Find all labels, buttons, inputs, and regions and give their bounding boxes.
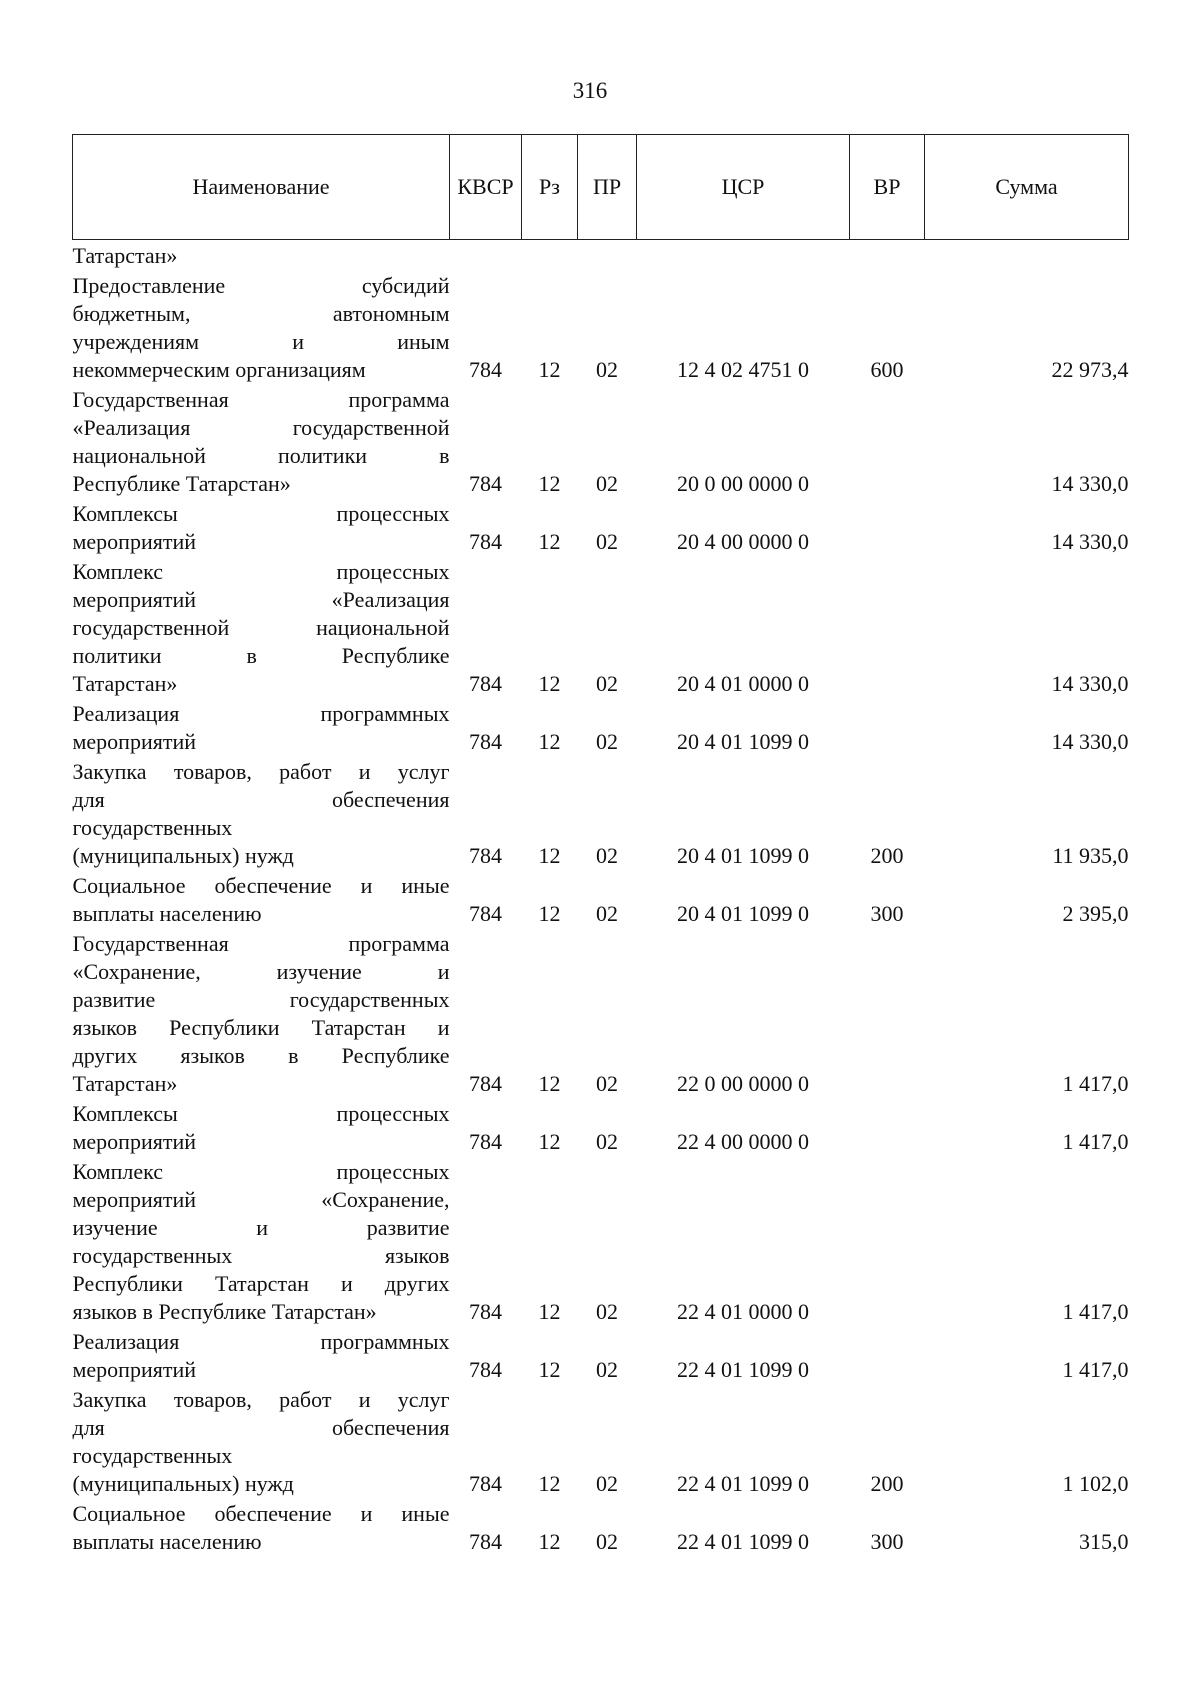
row-name <box>73 1326 450 1384</box>
row-name-line: (муниципальных) нужд <box>72 843 294 868</box>
row-name <box>73 1098 450 1156</box>
row-vr <box>850 1098 925 1156</box>
row-name <box>73 498 450 556</box>
row-kvsr: 784 <box>469 529 502 554</box>
row-csr: 22 4 00 0000 0 <box>677 1129 809 1154</box>
row-name <box>73 756 450 870</box>
row-pr: 02 <box>596 1471 618 1496</box>
row-name <box>73 556 450 698</box>
row-name-line: мероприятий «Реализация <box>72 587 450 612</box>
row-pr: 02 <box>596 843 618 868</box>
header-csr: ЦСР <box>637 135 850 240</box>
row-pr: 02 <box>596 1529 618 1554</box>
row-csr: 22 4 01 1099 0 <box>677 1357 809 1382</box>
row-name-line: Татарстан» <box>72 1071 178 1096</box>
row-vr: 200 <box>870 1471 904 1496</box>
row-name <box>73 270 450 384</box>
row-name-line: языков Республики Татарстан и <box>72 1015 450 1040</box>
row-sum: 1 102,0 <box>1062 1471 1129 1496</box>
row-vr <box>850 928 925 1098</box>
row-name-line: Республике Татарстан» <box>72 471 291 496</box>
row-name-line: Татарстан» <box>72 243 178 268</box>
row-pr: 02 <box>596 1357 618 1382</box>
row-csr: 22 4 01 1099 0 <box>677 1471 809 1496</box>
row-kvsr <box>450 240 522 271</box>
row-kvsr: 784 <box>469 471 502 496</box>
row-name <box>73 384 450 498</box>
row-pr: 02 <box>596 529 618 554</box>
row-sum: 1 417,0 <box>1062 1299 1129 1324</box>
row-csr: 20 4 01 1099 0 <box>677 901 809 926</box>
row-name-line: бюджетным, автономным <box>72 301 450 326</box>
row-sum: 1 417,0 <box>1062 1357 1129 1382</box>
row-name-line: выплаты населению <box>72 901 262 926</box>
page-number: 316 <box>572 78 608 103</box>
row-vr: 300 <box>870 1529 904 1554</box>
row-pr: 02 <box>596 901 618 926</box>
row-rz: 12 <box>538 1529 561 1554</box>
row-rz: 12 <box>538 529 561 554</box>
row-kvsr: 784 <box>469 357 502 382</box>
row-kvsr: 784 <box>469 1471 502 1496</box>
budget-table <box>72 134 1129 1556</box>
row-name-line: мероприятий <box>72 729 197 754</box>
row-name-line: Реализация программных <box>72 701 450 726</box>
row-name-line: развитие государственных <box>72 987 450 1012</box>
row-rz: 12 <box>538 471 561 496</box>
row-csr <box>637 240 850 271</box>
row-pr: 02 <box>596 671 618 696</box>
row-kvsr: 784 <box>469 1357 502 1382</box>
row-name-line: государственных <box>72 1443 233 1468</box>
row-rz: 12 <box>538 357 561 382</box>
header-name: Наименование <box>73 135 450 240</box>
table-row <box>73 556 1129 698</box>
row-name-line: для обеспечения <box>72 787 450 812</box>
row-pr: 02 <box>596 1129 618 1154</box>
header-sum: Сумма <box>925 135 1129 240</box>
row-name-line: Предоставление субсидий <box>72 273 450 298</box>
row-name <box>73 870 450 928</box>
row-name-line: Татарстан» <box>72 671 178 696</box>
row-name-line: «Сохранение, изучение и <box>72 959 450 984</box>
row-kvsr: 784 <box>469 1529 502 1554</box>
row-name-line: Закупка товаров, работ и услуг <box>72 1387 450 1412</box>
row-name <box>73 1156 450 1326</box>
row-name-line: Закупка товаров, работ и услуг <box>72 759 450 784</box>
row-pr: 02 <box>596 471 618 496</box>
table-row <box>73 384 1129 498</box>
row-kvsr: 784 <box>469 901 502 926</box>
row-sum: 2 395,0 <box>1062 901 1129 926</box>
row-vr <box>850 1156 925 1326</box>
table-header <box>73 135 1129 240</box>
row-name-line: «Реализация государственной <box>72 415 450 440</box>
row-name-line: изучение и развитие <box>72 1215 450 1240</box>
row-rz: 12 <box>538 1071 561 1096</box>
row-csr: 20 0 00 0000 0 <box>677 471 809 496</box>
row-name-line: государственных языков <box>72 1243 450 1268</box>
table-row <box>73 1498 1129 1556</box>
row-vr: 600 <box>870 357 904 382</box>
row-sum: 1 417,0 <box>1062 1129 1129 1154</box>
row-csr: 20 4 01 1099 0 <box>677 729 809 754</box>
row-sum: 14 330,0 <box>1051 471 1129 496</box>
row-csr: 22 4 01 0000 0 <box>677 1299 809 1324</box>
row-name-line: политики в Республике <box>72 643 450 668</box>
row-rz: 12 <box>538 1471 561 1496</box>
header-kvsr: КВСР <box>450 135 522 240</box>
row-csr: 20 4 00 0000 0 <box>677 529 809 554</box>
row-pr: 02 <box>596 1299 618 1324</box>
row-rz: 12 <box>538 671 561 696</box>
row-name-line: Социальное обеспечение и иные <box>72 1501 450 1526</box>
table-row <box>73 756 1129 870</box>
row-sum: 22 973,4 <box>1051 357 1129 382</box>
row-vr: 200 <box>870 843 904 868</box>
row-csr: 20 4 01 0000 0 <box>677 671 809 696</box>
row-vr: 300 <box>870 901 904 926</box>
row-name <box>73 240 450 271</box>
table-row <box>73 1156 1129 1326</box>
row-vr <box>850 498 925 556</box>
row-name-line: Государственная программа <box>72 931 450 956</box>
row-csr: 22 4 01 1099 0 <box>677 1529 809 1554</box>
row-name-line: выплаты населению <box>72 1529 262 1554</box>
row-name-line: Комплекс процессных <box>72 559 450 584</box>
row-name-line: мероприятий <box>72 1129 197 1154</box>
row-sum: 14 330,0 <box>1051 529 1129 554</box>
row-name-line: государственных <box>72 815 233 840</box>
row-kvsr: 784 <box>469 1129 502 1154</box>
header-vr: ВР <box>850 135 925 240</box>
row-name-line: Реализация программных <box>72 1329 450 1354</box>
row-name-line: Государственная программа <box>72 387 450 412</box>
row-csr: 12 4 02 4751 0 <box>677 357 809 382</box>
row-kvsr: 784 <box>469 729 502 754</box>
row-name <box>73 698 450 756</box>
row-name-line: Комплексы процессных <box>72 1101 450 1126</box>
row-sum: 14 330,0 <box>1051 729 1129 754</box>
row-csr: 20 4 01 1099 0 <box>677 843 809 868</box>
table-row <box>73 1098 1129 1156</box>
row-name <box>73 1384 450 1498</box>
row-rz: 12 <box>538 901 561 926</box>
row-name-line: мероприятий <box>72 529 197 554</box>
row-kvsr: 784 <box>469 671 502 696</box>
table-row <box>73 698 1129 756</box>
row-sum: 315,0 <box>1079 1529 1129 1554</box>
row-rz: 12 <box>538 843 561 868</box>
table-row <box>73 270 1129 384</box>
row-vr <box>850 384 925 498</box>
row-csr: 22 0 00 0000 0 <box>677 1071 809 1096</box>
row-pr: 02 <box>596 1071 618 1096</box>
row-name-line: некоммерческим организациям <box>72 357 366 382</box>
row-kvsr: 784 <box>469 1299 502 1324</box>
row-sum <box>925 240 1129 271</box>
header-pr: ПР <box>578 135 637 240</box>
row-pr <box>578 240 637 271</box>
table-row <box>73 1326 1129 1384</box>
table-row <box>73 498 1129 556</box>
row-name-line: Республики Татарстан и других <box>72 1271 450 1296</box>
row-pr: 02 <box>596 357 618 382</box>
row-name-line: мероприятий <box>72 1357 197 1382</box>
row-rz: 12 <box>538 1129 561 1154</box>
row-name-line: государственной национальной <box>72 615 450 640</box>
row-name <box>73 1498 450 1556</box>
row-kvsr: 784 <box>469 1071 502 1096</box>
row-rz: 12 <box>538 729 561 754</box>
row-name-line: Комплексы процессных <box>72 501 450 526</box>
row-vr <box>850 1326 925 1384</box>
row-rz: 12 <box>538 1299 561 1324</box>
row-pr: 02 <box>596 729 618 754</box>
row-name-line: других языков в Республике <box>72 1043 450 1068</box>
table-row <box>73 1384 1129 1498</box>
row-name-line: национальной политики в <box>72 443 450 468</box>
row-rz: 12 <box>538 1357 561 1382</box>
row-rz <box>522 240 578 271</box>
row-name-line: (муниципальных) нужд <box>72 1471 294 1496</box>
row-name-line: для обеспечения <box>72 1415 450 1440</box>
row-name-line: учреждениям и иным <box>72 329 450 354</box>
row-sum: 11 935,0 <box>1052 843 1129 868</box>
table-row <box>73 870 1129 928</box>
row-name-line: Комплекс процессных <box>72 1159 450 1184</box>
row-vr <box>850 240 925 271</box>
table-row <box>73 240 1129 271</box>
table-row <box>73 928 1129 1098</box>
row-kvsr: 784 <box>469 843 502 868</box>
row-name-line: Социальное обеспечение и иные <box>72 873 450 898</box>
table-body <box>73 240 1129 1557</box>
row-vr <box>850 698 925 756</box>
row-name <box>73 928 450 1098</box>
row-sum: 1 417,0 <box>1062 1071 1129 1096</box>
row-vr <box>850 556 925 698</box>
row-name-line: мероприятий «Сохранение, <box>72 1187 450 1212</box>
row-name-line: языков в Республике Татарстан» <box>72 1299 377 1324</box>
header-rz: Рз <box>522 135 578 240</box>
row-sum: 14 330,0 <box>1051 671 1129 696</box>
